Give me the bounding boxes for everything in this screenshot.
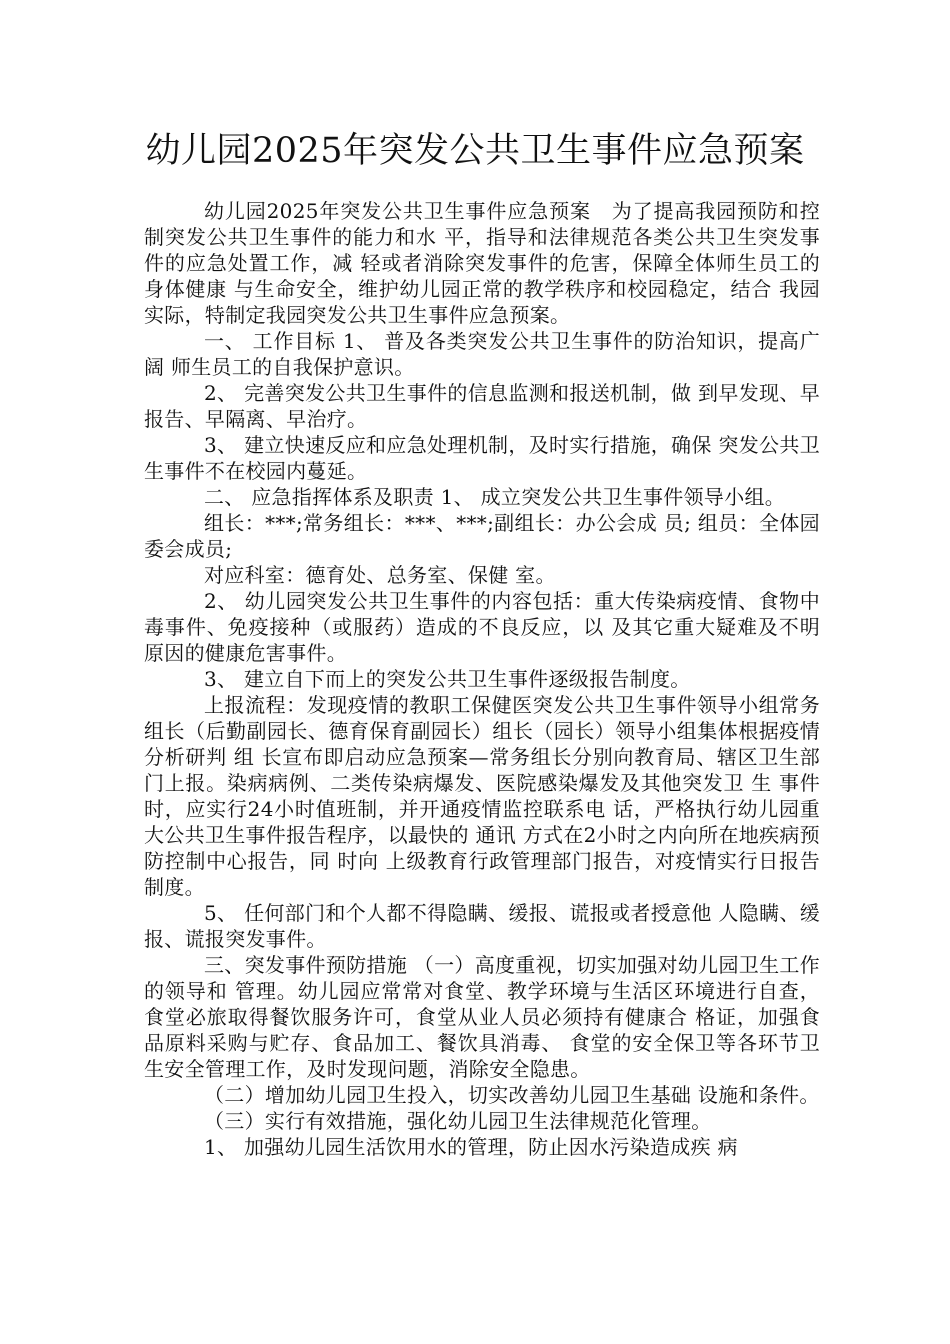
paragraph: 对应科室：德育处、总务室、保健 室。 [204,563,556,587]
document-title: 幼儿园2025年突发公共卫生事件应急预案 [145,131,805,171]
paragraph: 2、 完善突发公共卫生事件的信息监测和报送机制，做 到早发现、早报告、早隔离、早治疗。 [144,381,820,431]
paragraph: 上报流程：发现疫情的教职工保健医突发公共卫生事件领导小组常务组长（后勤副园长、德育保育副园长）组长（园长）领导小组集体根据疫情分析研判 组 长宣布即启动应急预案—常务组长分别向教育局、辖区卫生部门上报。染病病例、二类传染病爆发、医院感染爆发及其他突发卫 生 事件时，应实行24小时值班制，并开通疫情监控联系电 话，严格执行幼儿园重大公共卫生事件报告程序，以最快的 通讯 方式在2小时之内向所在地疾病预防控制中心报告，同 时向 上级教育行政管理部门报告，对疫情实行日报告制度。 [144,693,820,899]
document-body [144,198,820,1160]
paragraph: 3、 建立自下而上的突发公共卫生事件逐级报告制度。 [204,667,691,691]
paragraph: 2、 幼儿园突发公共卫生事件的内容包括：重大传染病疫情、食物中毒事件、免疫接种（或服药）造成的不良反应，以 及其它重大疑难及不明原因的健康危害事件。 [144,589,820,665]
paragraph: 1、 加强幼儿园生活饮用水的管理，防止因水污染造成疾 病 [204,1135,738,1159]
paragraph: 三、突发事件预防措施 （一）高度重视，切实加强对幼儿园卫生工作的领导和 管理。幼儿园应常常对食堂、教学环境与生活区环境进行自查，食堂必旅取得餐饮服务许可，食堂从业人员必须持有健康合 格证，加强食品原料采购与贮存、食品加工、餐饮具消毒、 食堂的安全保卫等各环节卫生安全管理工作，及时发现问题，消除安全隐患。 [144,953,820,1081]
paragraph: 组长：***;常务组长：***、***;副组长：办公会成 员; 组员：全体园委会成员; [144,511,820,561]
paragraph: 幼儿园2025年突发公共卫生事件应急预案 为了提高我园预防和控制突发公共卫生事件的能力和水 平，指导和法律规范各类公共卫生突发事件的应急处置工作，减 轻或者消除突发事件的危害，保障全体师生员工的身体健康 与生命安全，维护幼儿园正常的教学秩序和校园稳定，结合 我园实际，特制定我园突发公共卫生事件应急预案。 [144,199,820,327]
paragraph: 5、 任何部门和个人都不得隐瞒、缓报、谎报或者授意他 人隐瞒、缓报、谎报突发事件。 [144,901,820,951]
paragraph: （三）实行有效措施，强化幼儿园卫生法律规范化管理。 [204,1109,712,1133]
paragraph: （二）增加幼儿园卫生投入，切实改善幼儿园卫生基础 设施和条件。 [204,1083,820,1107]
paragraph: 二、 应急指挥体系及职责 1、 成立突发公共卫生事件领导小组。 [204,485,786,509]
paragraph: 3、 建立快速反应和应急处理机制，及时实行措施，确保 突发公共卫生事件不在校园内蔓延。 [144,433,820,483]
paragraph: 一、 工作目标 1、 普及各类突发公共卫生事件的防治知识，提高广阔 师生员工的自我保护意识。 [144,329,820,379]
